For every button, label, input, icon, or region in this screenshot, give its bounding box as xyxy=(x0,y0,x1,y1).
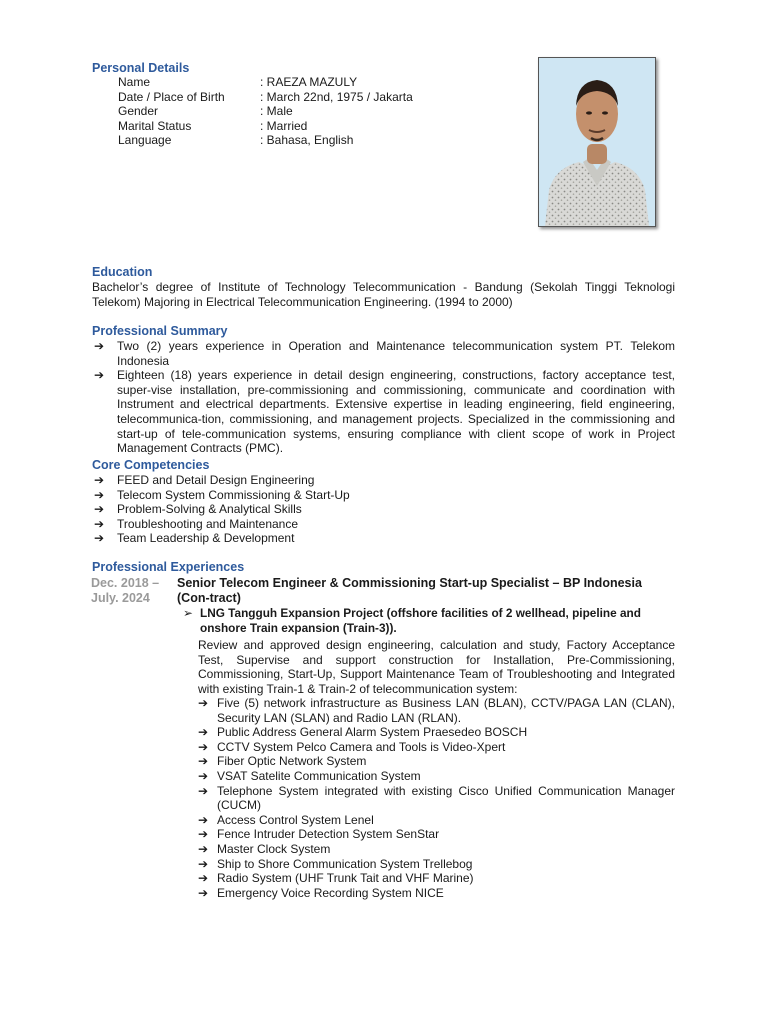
detail-label: Gender xyxy=(118,104,159,119)
list-item-text: Five (5) network infrastructure as Business LAN (BLAN), CCTV/PAGA LAN (CLAN), Security LAN (SLAN) and Radio LAN (RLAN). xyxy=(217,696,675,725)
list-item xyxy=(198,740,675,755)
list-item-text: Emergency Voice Recording System NICE xyxy=(217,885,444,900)
list-item-text: Problem-Solving & Analytical Skills xyxy=(117,502,302,517)
section-title-professional-experiences: Professional Experiences xyxy=(92,560,245,574)
list-item xyxy=(92,488,675,503)
detail-value: : Married xyxy=(260,118,308,133)
detail-label: Language xyxy=(118,133,172,148)
personal-details-table xyxy=(118,75,518,149)
arrow-bullet-icon: ➔ xyxy=(198,841,209,856)
list-item xyxy=(198,842,675,857)
arrow-bullet-icon: ➔ xyxy=(198,725,209,740)
person-portrait-icon xyxy=(539,58,655,226)
project-title xyxy=(183,606,675,636)
detail-label: Name xyxy=(118,75,151,89)
list-item-text: Two (2) years experience in Operation and Maintenance telecommunication system PT. Telekom Indonesia xyxy=(117,339,675,368)
summary-list xyxy=(92,339,675,456)
education-text: Bachelor’s degree of Institute of Technology Telecommunication - Bandung (Sekolah Tinggi Teknologi Telekom) Majoring in Electrical Telecommunication Engineering. (1994 to 2000) xyxy=(92,280,675,309)
list-item-text: Master Clock System xyxy=(217,841,331,856)
section-title-personal-details: Personal Details xyxy=(92,61,190,75)
systems-list xyxy=(198,696,675,900)
arrowhead-bullet-icon: ➢ xyxy=(183,606,193,620)
arrow-bullet-icon: ➔ xyxy=(198,768,209,783)
section-title-professional-summary: Professional Summary xyxy=(92,324,228,338)
arrow-bullet-icon: ➔ xyxy=(198,783,209,798)
list-item-text: Troubleshooting and Maintenance xyxy=(117,516,299,531)
arrow-bullet-icon: ➔ xyxy=(198,885,209,900)
section-title-core-competencies: Core Competencies xyxy=(92,458,210,472)
list-item-text: Access Control System Lenel xyxy=(217,812,374,827)
project-title-text: LNG Tangguh Expansion Project (offshore facilities of 2 wellhead, pipeline and onshore Train expansion (Train-3)). xyxy=(200,606,641,635)
arrow-bullet-icon: ➔ xyxy=(94,487,105,502)
arrow-bullet-icon: ➔ xyxy=(94,368,105,383)
list-item xyxy=(92,368,675,456)
list-item xyxy=(198,696,675,725)
section-title-education: Education xyxy=(92,265,153,279)
detail-label: Marital Status xyxy=(118,118,192,133)
list-item xyxy=(198,725,675,740)
list-item xyxy=(92,339,675,368)
list-item xyxy=(198,827,675,842)
arrow-bullet-icon: ➔ xyxy=(198,754,209,769)
list-item-text: Ship to Shore Communication System Trellebog xyxy=(217,856,473,871)
list-item-text: Telephone System integrated with existing Cisco Unified Communication Manager (CUCM) xyxy=(217,783,675,813)
list-item xyxy=(92,531,675,546)
arrow-bullet-icon: ➔ xyxy=(198,871,209,886)
project-description: Review and approved design engineering, calculation and study, Factory Acceptance Test, Supervise and support construction for Installation, Pre-Commissioning, Commissioning, Start-Up, Support Maintenance Team of Troubleshooting and Integrated with existing Train-1 & Train-2 of telecommunication system: xyxy=(198,638,675,696)
list-item-text: Public Address General Alarm System Praesedeo BOSCH xyxy=(217,725,528,740)
arrow-bullet-icon: ➔ xyxy=(94,473,105,487)
detail-value: : Bahasa, English xyxy=(260,133,354,148)
list-item-text: Team Leadership & Development xyxy=(117,531,295,546)
list-item-text: Eighteen (18) years experience in detail design engineering, constructions, factory acceptance test, super-vise installation, pre-commissioning and commissioning, communicate and coordination with Instrument and electrical departments. Extensive expertise in leading engineering, field engineering, telecommunica-tion, commissioning, and management projects. Specialized in the commissioning and start-up of tele-communication systems, ensuring compliance with client scope of work in Project Management Contracts (PMC). xyxy=(117,368,675,456)
list-item-text: Radio System (UHF Trunk Tait and VHF Marine) xyxy=(217,871,474,886)
detail-value: : Male xyxy=(260,104,293,119)
list-item-text: Telecom System Commissioning & Start-Up xyxy=(117,487,350,502)
arrow-bullet-icon: ➔ xyxy=(94,339,105,353)
competencies-list xyxy=(92,473,675,546)
date-from: Dec. 2018 – xyxy=(91,576,160,590)
arrow-bullet-icon: ➔ xyxy=(94,502,105,517)
list-item-text: FEED and Detail Design Engineering xyxy=(117,473,315,487)
experience-dates xyxy=(91,576,159,606)
arrow-bullet-icon: ➔ xyxy=(198,812,209,827)
list-item-text: VSAT Satelite Communication System xyxy=(217,768,421,783)
arrow-bullet-icon: ➔ xyxy=(198,739,209,754)
list-item xyxy=(198,784,675,813)
arrow-bullet-icon: ➔ xyxy=(198,827,209,842)
detail-value: : March 22nd, 1975 / Jakarta xyxy=(260,89,413,104)
profile-photo xyxy=(538,57,656,227)
list-item xyxy=(198,754,675,769)
list-item xyxy=(198,857,675,872)
list-item xyxy=(92,473,675,488)
arrow-bullet-icon: ➔ xyxy=(198,856,209,871)
arrow-bullet-icon: ➔ xyxy=(94,531,105,546)
job-role-title: Senior Telecom Engineer & Commissioning Start-up Specialist – BP Indonesia (Con-tract) xyxy=(177,576,642,605)
detail-label: Date / Place of Birth xyxy=(118,89,225,104)
list-item xyxy=(198,871,675,886)
list-item xyxy=(198,886,675,901)
list-item-text: CCTV System Pelco Camera and Tools is Video-Xpert xyxy=(217,739,506,754)
arrow-bullet-icon: ➔ xyxy=(198,696,209,710)
list-item xyxy=(92,517,675,532)
detail-value: : RAEZA MAZULY xyxy=(260,75,358,89)
arrow-bullet-icon: ➔ xyxy=(94,516,105,531)
list-item xyxy=(198,813,675,828)
list-item-text: Fence Intruder Detection System SenStar xyxy=(217,827,440,842)
date-to: July. 2024 xyxy=(91,591,150,605)
list-item xyxy=(198,769,675,784)
list-item xyxy=(92,502,675,517)
list-item-text: Fiber Optic Network System xyxy=(217,754,367,769)
